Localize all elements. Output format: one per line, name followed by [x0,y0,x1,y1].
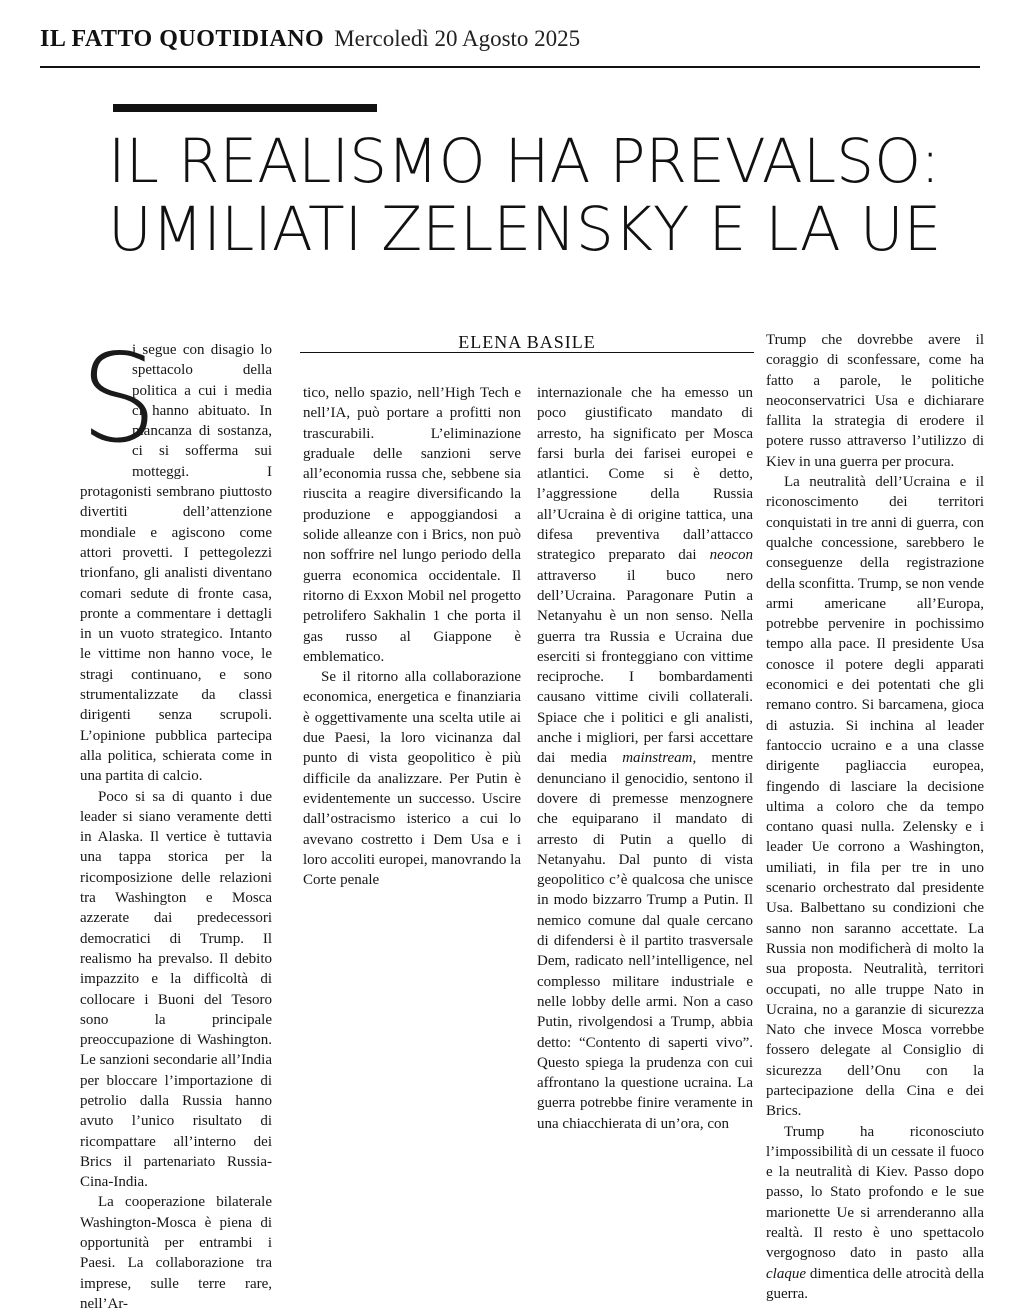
text-run: , mentre denunciano il genocidio, sentono il dovere di premesse menzognere che equiparano il mandato di arresto di Putin a quello di Netanyahu. Dal punto di vista geopolitico c’è qualcosa che unisce in modo bizzarro Trump a Putin. Il nemico comune dal quale cercano di difendersi è il partito trasversale Dem, radicato nell’intelligence, nel complesso militare industriale e nelle lobby delle armi. Non a caso Putin, rivolgendosi a Trump, abbia detto: “Contento di saperti vivo”. Questo spiega la prudenza con cui affrontano la questione ucraina. La guerra potrebbe finire veramente in una chiacchierata di un’ora, con [537,750,753,1132]
paragraph: i segue con disagio lo spettacolo della politica a cui i media ci hanno abituato. In mancanza di sostanza, ci si sofferma sui motteggi. I protagonisti sembrano piuttosto divertiti dell’attenzione mondiale e agiscono come attori provetti. I pettegolezzi trionfano, gli analisti diventano comari sedute di fronte casa, pronte a commentare i dettagli in un vuoto strategico. Intanto le vittime non hanno voce, le stragi continuano, e sono strumentalizzate da classi dirigenti senza scrupoli. L’opinione pubblica partecipa alla politica, schierata come in una partita di calcio. [80,342,272,785]
newspaper-name: IL FATTO QUOTIDIANO [40,26,325,52]
italic-term: neocon [709,547,753,564]
article-column-2 [303,383,521,889]
paragraph: La neutralità dell’Ucraina e il riconoscimento dei territori conquistati in tre anni di guerra, con qualche concessione, sarebbero le conseguenze della registrazione della sconfitta. Trump, se non vende armi americane all’Europa, potrebbe pervenire in pochissimo tempo alla pace. Il presidente Usa conosce il potere degli apparati economici e dei potentati che gli remano contro. Si barcamena, gioca di astuzia. Si inchina al leader fantoccio ucraino e a una classe dirigente pagliaccia europea, fingendo di lasciare la decisione ultima a coloro che da tempo contano quasi nulla. Zelensky e i leader Ue corrono a Washington, umiliati, in fila per tre in uno scenario orchestrato dal presidente Usa. Balbettano su condizioni che sanno non saranno accettate. La Russia non modificherà di molto la sua proposta. Neutralità, territori occupati, no alle truppe Nato in Ucraina, no a garanzie di sicurezza Nato che invece Mosca vorrebbe fossero delegate al Consiglio di sicurezza dell’Onu con la partecipazione della Cina e dei Brics. [766,474,984,1120]
headline-line-1: IL REALISMO HA PREVALSO: [108,126,941,197]
author-byline: ELENA BASILE [458,332,596,352]
byline-rule [300,352,754,353]
byline-block [300,332,754,352]
drop-cap: S [80,328,158,470]
paragraph: La cooperazione bilaterale Washington-Mosca è piena di opportunità per entrambi i Paesi. La collaborazione tra imprese, sulle terre rare, nell’Ar- [80,1194,272,1312]
paragraph: tico, nello spazio, nell’High Tech e nell’IA, può portare a profitti non trascurabili. L’eliminazione graduale delle sanzioni serve all’economia russa che, sebbene sia riuscita a reagire diversificando la produzione e appoggiandosi a solide alleanze con i Brics, non può non soffrire nel lungo periodo della guerra economica occidentale. Il ritorno di Exxon Mobil nel progetto petrolifero Sakhalin 1 che porta il gas russo al Giappone è emblematico. [303,385,521,665]
article-column-4 [766,330,984,1302]
text-run: Trump ha riconosciuto l’impossibilità di un cessate il fuoco e la neutralità di Kiev. Passo dopo passo, lo Stato profondo e le sue marionette Ue si arrenderanno alla realtà. Il resto è uno spettacolo vergognoso dato in pasto alla [766,1123,984,1262]
paragraph: Trump che dovrebbe avere il coraggio di sconfessare, come ha fatto a parole, le politiche neoconservatrici Usa e dichiarare fallita la strategia di erodere il potere russo attraverso l’utilizzo di Kiev in una guerra per procura. [766,332,984,470]
text-run: dimentica delle atrocità della guerra. [766,1265,984,1302]
text-run: attraverso il buco nero dell’Ucraina. Paragonare Putin a Netanyahu è un non senso. Nella guerra tra Russia e Ucraina due eserciti si fronteggiano con vittime reciproche. I bombardamenti causano vittime civili collaterali. Spiace che i politici e gli analisti, anche i migliori, per farsi accettare dai media [537,567,753,767]
text-run: internazionale che ha emesso un poco giustificato mandato di arresto, ha significato per Mosca farsi burla dei farisei europei e atlantici. Come si è detto, l’aggressione della Russia all’Ucraina è di origine tattica, una difesa preventiva dall’attacco strategico preparato dai [537,385,753,564]
article-headline [108,128,970,264]
article-column-3 [537,383,753,1178]
headline-line-2: UMILIATI ZELENSKY E LA UE [108,194,942,265]
paragraph: Poco si sa di quanto i due leader si siano veramente detti in Alaska. Il vertice è tuttavia una tappa storica per la ricomposizione delle relazioni tra Washington e Mosca azzerate dai predecessori democratici di Trump. Il realismo ha prevalso. Il debito impazzito e la difficoltà di collocare i Buoni del Tesoro sono la principale preoccupazione di Washington. Le sanzioni secondarie all’India per bloccare l’importazione di petrolio dalla Russia hanno avuto l’unico risultato di ricompattare all’interno dei Brics il partenariato Russia-Cina-India. [80,788,272,1191]
paragraph [766,1122,984,1305]
headline-rule [113,104,377,112]
article-column-1 [80,328,272,1312]
paragraph: Se il ritorno alla collaborazione economica, energetica e finanziaria è oggettivamente una scelta utile ai due Paesi, la loro vicinanza dal punto di vista geopolitico è più difficile da analizzare. Per Putin è evidentemente un successo. Uscire dall’ostracismo isterico a cui lo avevano costretto i Dem Usa e i loro accoliti europei, manovrando la Corte penale [303,669,521,889]
italic-term: mainstream [622,750,693,767]
paragraph [537,383,753,1134]
italic-term: claque [766,1265,806,1282]
issue-date: Mercoledì 20 Agosto 2025 [334,26,581,51]
masthead [40,26,980,68]
